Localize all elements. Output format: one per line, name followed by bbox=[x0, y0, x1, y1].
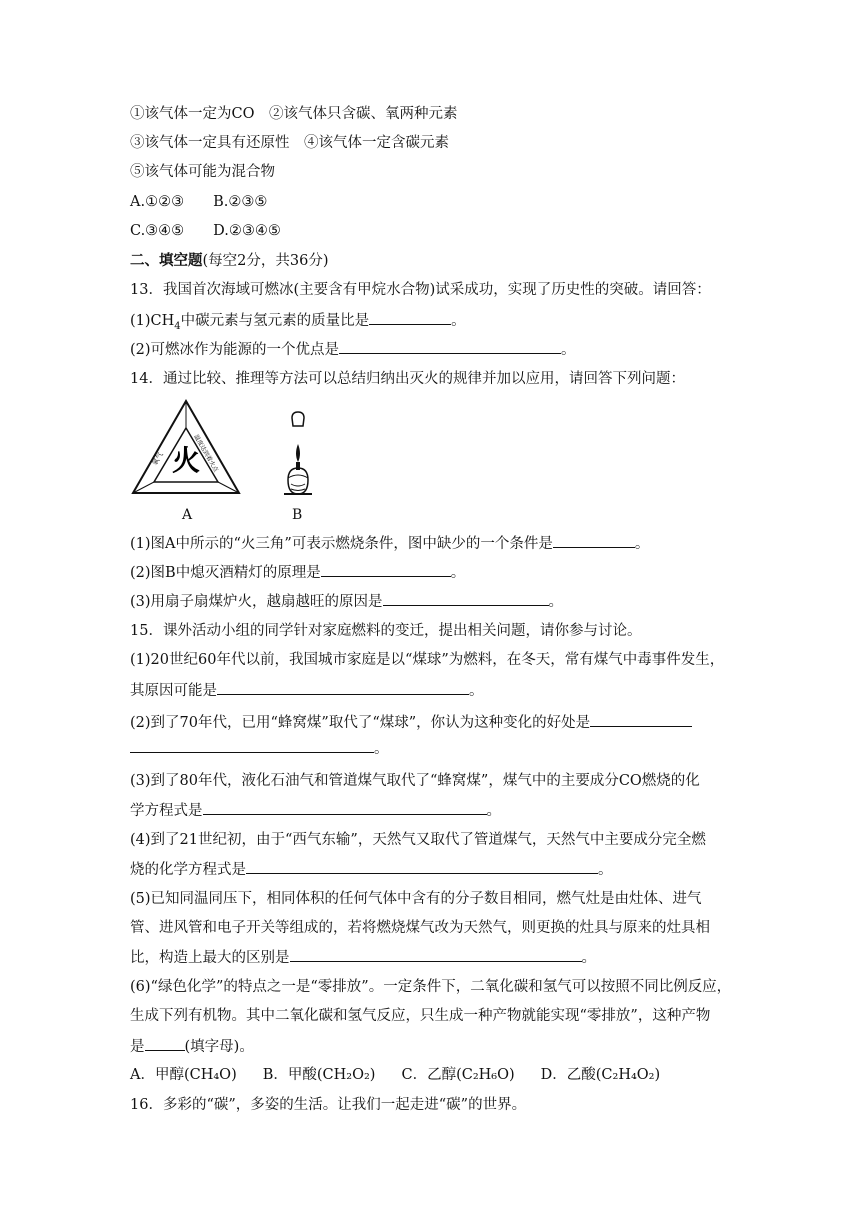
q14-p2-end: 。 bbox=[450, 565, 466, 581]
q15-part3-b bbox=[130, 800, 501, 821]
q15-p5-end: 。 bbox=[581, 950, 596, 966]
option-line-1: ①该气体一定为CO ②该气体只含碳、氧两种元素 bbox=[130, 106, 458, 122]
q15-p4-end: 。 bbox=[598, 862, 613, 878]
q15-part6-c bbox=[130, 1036, 254, 1057]
q15-part5-a: (5)已知同温同压下，相同体积的任何气体中含有的分子数目相同，燃气灶是由灶体、进气 bbox=[130, 891, 702, 907]
q15-p1-b-text: 其原因可能是 bbox=[130, 683, 217, 699]
q15-part5-c bbox=[130, 947, 596, 968]
q14-p3-end: 。 bbox=[548, 594, 564, 610]
answer-blank[interactable] bbox=[145, 1036, 185, 1051]
q15-part6-b: 生成下列有机物。其中二氧化碳和氢气反应，只生成一种产物就能实现“零排放”，这种产物 bbox=[130, 1008, 711, 1024]
q15-p5-c-text: 比，构造上最大的区别是 bbox=[130, 950, 290, 966]
option-c: C．乙醇(C₂H₆O) bbox=[401, 1067, 515, 1083]
q15-part3-a: (3)到了80年代，液化石油气和管道煤气取代了“蜂窝煤”，煤气中的主要成分CO燃烧的化 bbox=[130, 773, 700, 789]
q13-stem: 13．我国首次海域可燃冰(主要含有甲烷水合物)试采成功，实现了历史性的突破。请回答： bbox=[130, 282, 711, 298]
section-heading bbox=[130, 251, 329, 271]
q14-p3-text: (3)用扇子扇煤炉火，越扇越旺的原因是 bbox=[130, 594, 383, 610]
answer-blank[interactable] bbox=[369, 310, 451, 325]
q15-part6-a: (6)“绿色化学”的特点之一是“零排放”。一定条件下，二氧化碳和氢气可以按照不同比例反应， bbox=[130, 979, 732, 995]
q14-part2 bbox=[130, 562, 465, 583]
q15-part4-b bbox=[130, 859, 613, 880]
q13-p1-sub: 4 bbox=[174, 320, 181, 332]
q15-part2-a bbox=[130, 712, 692, 733]
answer-blank[interactable] bbox=[383, 591, 549, 606]
q13-p1-pre: (1)CH bbox=[130, 313, 175, 329]
q15-p3-end: 。 bbox=[486, 803, 501, 819]
q15-p6-c-post: (填字母)。 bbox=[184, 1039, 254, 1055]
q15-part1-a: (1)20世纪60年代以前，我国城市家庭是以“煤球”为燃料，在冬天，常有煤气中毒事件发生， bbox=[130, 652, 725, 668]
choice-row-2: C.③④⑤ D.②③④⑤ bbox=[130, 223, 281, 239]
q16-stem: 16．多彩的“碳”，多姿的生活。让我们一起走进“碳”的世界。 bbox=[130, 1097, 527, 1113]
q15-p1-end: 。 bbox=[469, 683, 484, 699]
q15-stem: 15．课外活动小组的同学针对家庭燃料的变迁，提出相关问题，请你参与讨论。 bbox=[130, 623, 642, 639]
answer-blank[interactable] bbox=[217, 680, 469, 695]
q14-stem: 14．通过比较、推理等方法可以总结归纳出灭火的规律并加以应用，请回答下列问题： bbox=[130, 371, 685, 387]
q15-part4-a: (4)到了21世纪初，由于“西气东输”，天然气又取代了管道煤气，天然气中主要成分完全燃 bbox=[130, 832, 706, 848]
q15-p3-b-text: 学方程式是 bbox=[130, 803, 203, 819]
figure-a-label: A bbox=[182, 507, 193, 523]
option-a: A．甲醇(CH₄O) bbox=[130, 1067, 237, 1083]
option-b: B．甲酸(CH₂O₂) bbox=[262, 1067, 376, 1083]
answer-blank[interactable] bbox=[339, 339, 561, 354]
q15-p6-c-pre: 是 bbox=[130, 1039, 145, 1055]
q15-p2-end: 。 bbox=[374, 741, 389, 757]
answer-blank[interactable] bbox=[321, 562, 451, 577]
q15-p2-a-text: (2)到了70年代，已用“蜂窝煤”取代了“煤球”，你认为这种变化的好处是 bbox=[130, 715, 591, 731]
q13-part1 bbox=[130, 310, 466, 337]
q14-p1-text: (1)图A中所示的“火三角”可表示燃烧条件，图中缺少的一个条件是 bbox=[130, 536, 553, 552]
q13-p2-text: (2)可燃冰作为能源的一个优点是 bbox=[130, 342, 340, 358]
q15-part1-b bbox=[130, 680, 484, 701]
q13-p2-end: 。 bbox=[561, 342, 576, 358]
section-title: 二、填空题 bbox=[130, 252, 203, 269]
oxygen-label: 氧气 bbox=[150, 450, 165, 467]
option-d: D．乙酸(C₂H₄O₂) bbox=[540, 1067, 661, 1083]
option-line-3: ⑤该气体可能为混合物 bbox=[130, 164, 275, 180]
q13-part2 bbox=[130, 339, 576, 360]
answer-blank[interactable] bbox=[590, 712, 692, 727]
answer-blank[interactable] bbox=[130, 738, 374, 753]
section-note: (每空2分，共36分) bbox=[202, 253, 329, 269]
answer-blank[interactable] bbox=[203, 800, 487, 815]
fire-character: 火 bbox=[171, 444, 201, 477]
answer-blank[interactable] bbox=[290, 947, 582, 962]
q14-p1-end: 。 bbox=[634, 536, 650, 552]
option-line-2: ③该气体一定具有还原性 ④该气体一定含碳元素 bbox=[130, 135, 449, 151]
q14-part1 bbox=[130, 533, 649, 554]
q15-p4-b-text: 烧的化学方程式是 bbox=[130, 862, 246, 878]
fire-triangle-figure bbox=[130, 398, 242, 496]
figure-b-label: B bbox=[292, 507, 303, 523]
q13-p1-post: 中碳元素与氢元素的质量比是 bbox=[180, 313, 370, 329]
answer-blank[interactable] bbox=[246, 859, 598, 874]
temperature-label: 温度达到着火点 bbox=[192, 433, 220, 474]
choice-row-1: A.①②③ B.②③⑤ bbox=[130, 194, 268, 210]
q14-p2-text: (2)图B中熄灭酒精灯的原理是 bbox=[130, 565, 321, 581]
q15-part2-b bbox=[130, 738, 389, 759]
q15-part5-b: 管、进风管和电子开关等组成的，若将燃烧煤气改为天然气，则更换的灶具与原来的灶具相 bbox=[130, 920, 710, 936]
q13-p1-end: 。 bbox=[451, 313, 466, 329]
answer-blank[interactable] bbox=[553, 533, 635, 548]
alcohol-lamp-figure bbox=[280, 410, 320, 496]
q15-options bbox=[130, 1065, 660, 1085]
q14-part3 bbox=[130, 591, 563, 612]
